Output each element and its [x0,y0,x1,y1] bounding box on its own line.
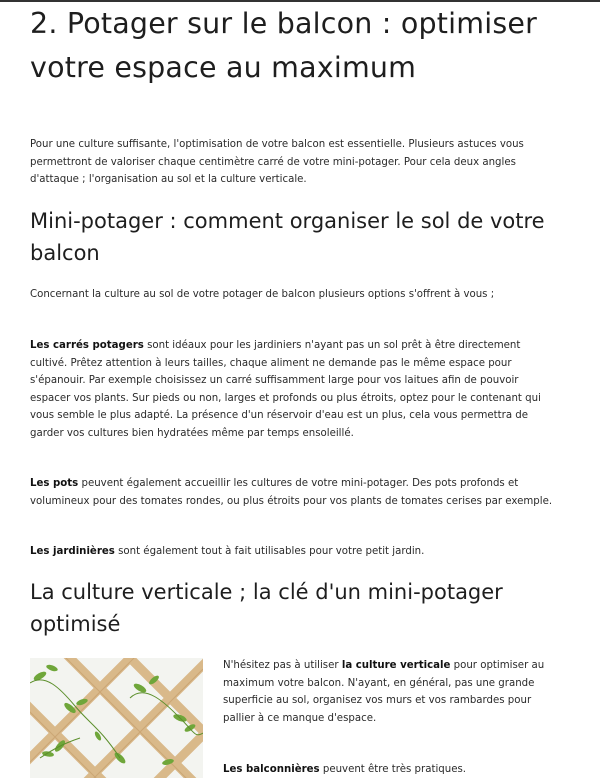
balconnieres-text: peuvent être très pratiques. [319,764,467,775]
balconnieres-term: Les balconnières [223,764,320,775]
article-title: 2. Potager sur le balcon : optimiser votre espace au maximum [30,7,538,84]
balconnieres-paragraph [223,761,553,779]
jardinieres-paragraph [30,543,555,561]
pots-term: Les pots [30,478,79,489]
carres-text: sont idéaux pour les jardiniers n'ayant pas un sol prêt à être directement cultivé. Prêtez attention à leurs tailles, chaque aliment ne demande pas le même espace pour s'épanouir. Par exemple choisissez un carré suffisamment large pour vos laitues afin de pouvoir espacer vos plants. Sur pieds ou non, larges et profonds ou plus étroits, optez pour le contenant qui vous semble le plus adapté. La présence d'un réservoir d'eau est un plus, cela vous permettra de garder vos cultures bien hydratées même par temps ensoleillé. [30,340,541,439]
jardinieres-term: Les jardinières [30,546,115,557]
jardinieres-text: sont également tout à fait utilisables pour votre petit jardin. [114,546,425,557]
verticale-text-before: N'hésitez pas à utiliser [223,660,342,671]
section-heading-verticale: La culture verticale ; la clé d'un mini-potager optimisé [30,580,503,636]
pots-paragraph [30,475,555,510]
pots-text: peuvent également accueillir les cultures de votre mini-potager. Des pots profonds et volumineux pour des tomates rondes, ou plus étroits pour vos plants de tomates cerises par exemple. [30,478,553,507]
trellis-plant-photo [30,658,203,778]
carres-term: Les carrés potagers [30,340,144,351]
intro-paragraph: Pour une culture suffisante, l'optimisation de votre balcon est essentielle. Plusieurs astuces vous permettront de valoriser chaque centimètre carré de votre mini-potager. Pour cela deux angles d'attaque ; l'organisation au sol et la culture verticale. [30,139,524,186]
sol-lead-paragraph: Concernant la culture au sol de votre potager de balcon plusieurs options s'offrent à vous ; [30,289,495,300]
trellis-illustration [30,658,203,778]
verticale-text-after: pour optimiser au maximum votre balcon. N'ayant, en général, pas une grande superficie au sol, organisez vos murs et vos rambardes pour pallier à ce manque d'espace. [223,660,545,724]
section-heading-sol: Mini-potager : comment organiser le sol de votre balcon [30,209,545,265]
verticale-term: la culture verticale [341,660,451,671]
verticale-paragraph [223,657,553,727]
carres-paragraph [30,337,555,443]
